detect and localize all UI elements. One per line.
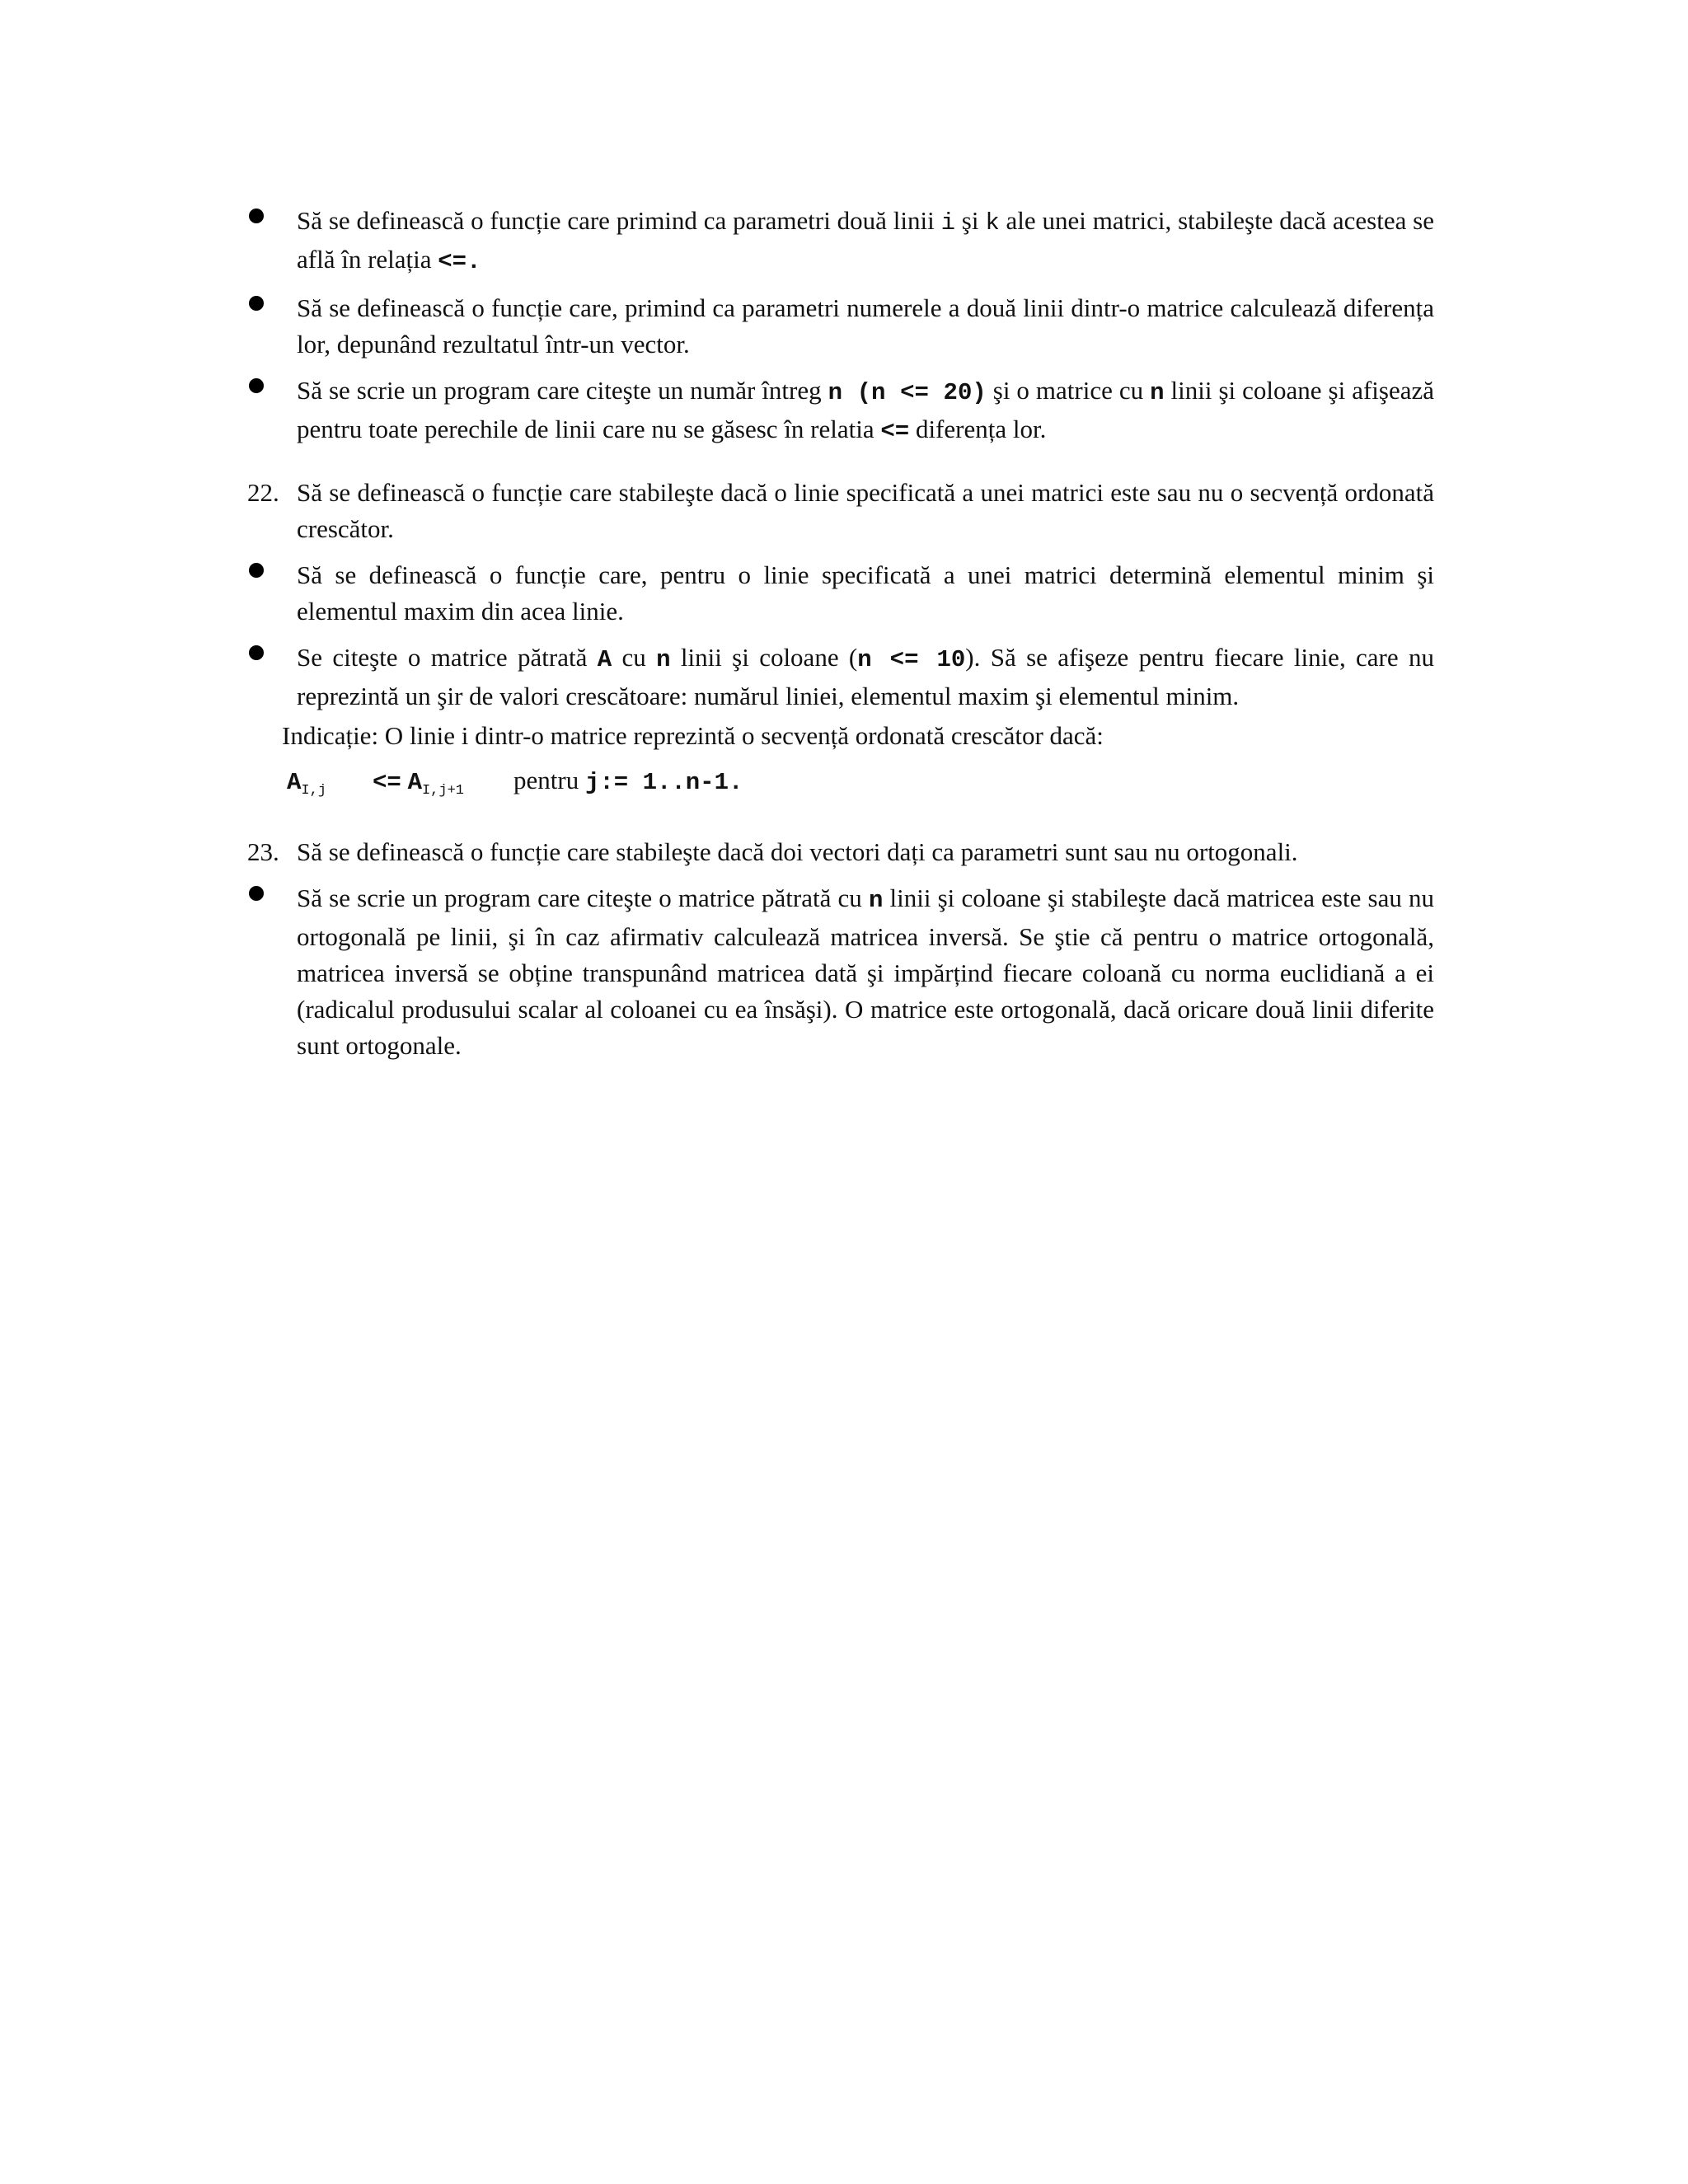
exercise-number: 23. [247,837,279,866]
code-relation: <=. [438,248,481,275]
text: ). Să se afişeze pentru fiecare linie, care nu reprezintă un şir de valori crescătoare: numărul liniei, elementul maxim şi elementul minim. [297,643,1434,710]
text: şi [954,206,986,235]
text: linii şi coloane şi afişează pentru toate perechile de linii care nu se găsesc în relatia [297,376,1434,443]
bullet-item-compare-lines [247,203,1434,280]
document-content [247,203,1434,1074]
bullet-icon [249,296,264,311]
bullet-item-min-max [247,557,1434,630]
bullet-item-program-23 [247,880,1434,1064]
code-k: k [985,209,1000,237]
text: Să se scrie un program care citeşte o matrice pătrată cu [297,883,869,912]
text: linii şi coloane ( [670,643,858,672]
formula-term: A [407,769,422,796]
text: Să se definească o funcție care primind ca parametri două linii [297,206,941,235]
formula-term: A [287,769,302,796]
bullet-item-line-difference [247,290,1434,363]
code-A: A [597,646,612,673]
text: şi o matrice cu [986,376,1151,405]
bullet-icon [249,563,264,578]
text: linii şi coloane şi stabileşte dacă matricea este sau nu ortogonală pe linii, şi în caz afirmativ calculează matricea inversă. Se ştie că pentru o matrice ortogonală, matricea inversă se obține transpunând matricea dată şi impărțind fiecare coloană cu norma euclidiană a ei (radicalul produsului scalar al coloanei cu ea însăşi). O matrice este ortogonală, dacă oricare două linii diferite sunt ortogonale. [297,883,1434,1060]
bullet-icon [249,645,264,660]
bullet-icon [249,886,264,901]
code-i: i [940,209,955,237]
formula-subscript: I,j [301,783,327,799]
formula [247,762,1434,809]
text: cu [612,643,657,672]
text: diferența lor. [909,415,1047,443]
formula-operator: <= [373,769,401,796]
formula-word: pentru [513,766,585,794]
formula-subscript: I,j+1 [421,783,464,799]
code-relation: <= [880,418,910,445]
text: Să se scrie un program care citeşte un număr întreg [297,376,828,405]
text: Să se definească o funcție care stabileşte dacă o linie specificată a unei matrici este sau nu o secvență ordonată crescător. [297,478,1434,543]
bullet-item-program-22 [247,640,1434,715]
text: Să se definească o funcție care stabileşte dacă doi vectori dați ca parametri sunt sau nu ortogonali. [297,837,1298,866]
bullet-item-program-21 [247,373,1434,450]
exercise-22 [247,475,1434,547]
hint-text: Indicație: O linie i dintr-o matrice reprezintă o secvență ordonată crescător dacă: [282,721,1104,750]
exercise-23 [247,834,1434,870]
text: Să se definească o funcție care, pentru o linie specificată a unei matrici determină elementul minim şi elementul maxim din acea linie. [297,560,1434,626]
code-n: n [656,646,671,673]
exercise-number: 22. [247,478,279,507]
code-n-condition: n <= 10 [857,646,966,673]
text: Să se definească o funcție care, primind ca parametri numerele a două linii dintr-o matrice calculează diferența lor, depunând rezultatul într-un vector. [297,293,1434,359]
code-n: n [1150,379,1165,406]
code-n-condition: n (n <= 20) [828,379,987,406]
text: Se citeşte o matrice pătrată [297,643,598,672]
formula-range: j:= 1..n-1. [584,769,743,796]
text: ale unei matrici, stabileşte dacă acestea se află în relația [297,206,1434,274]
bullet-icon [249,209,264,223]
code-n: n [868,887,884,914]
bullet-icon [249,378,264,393]
